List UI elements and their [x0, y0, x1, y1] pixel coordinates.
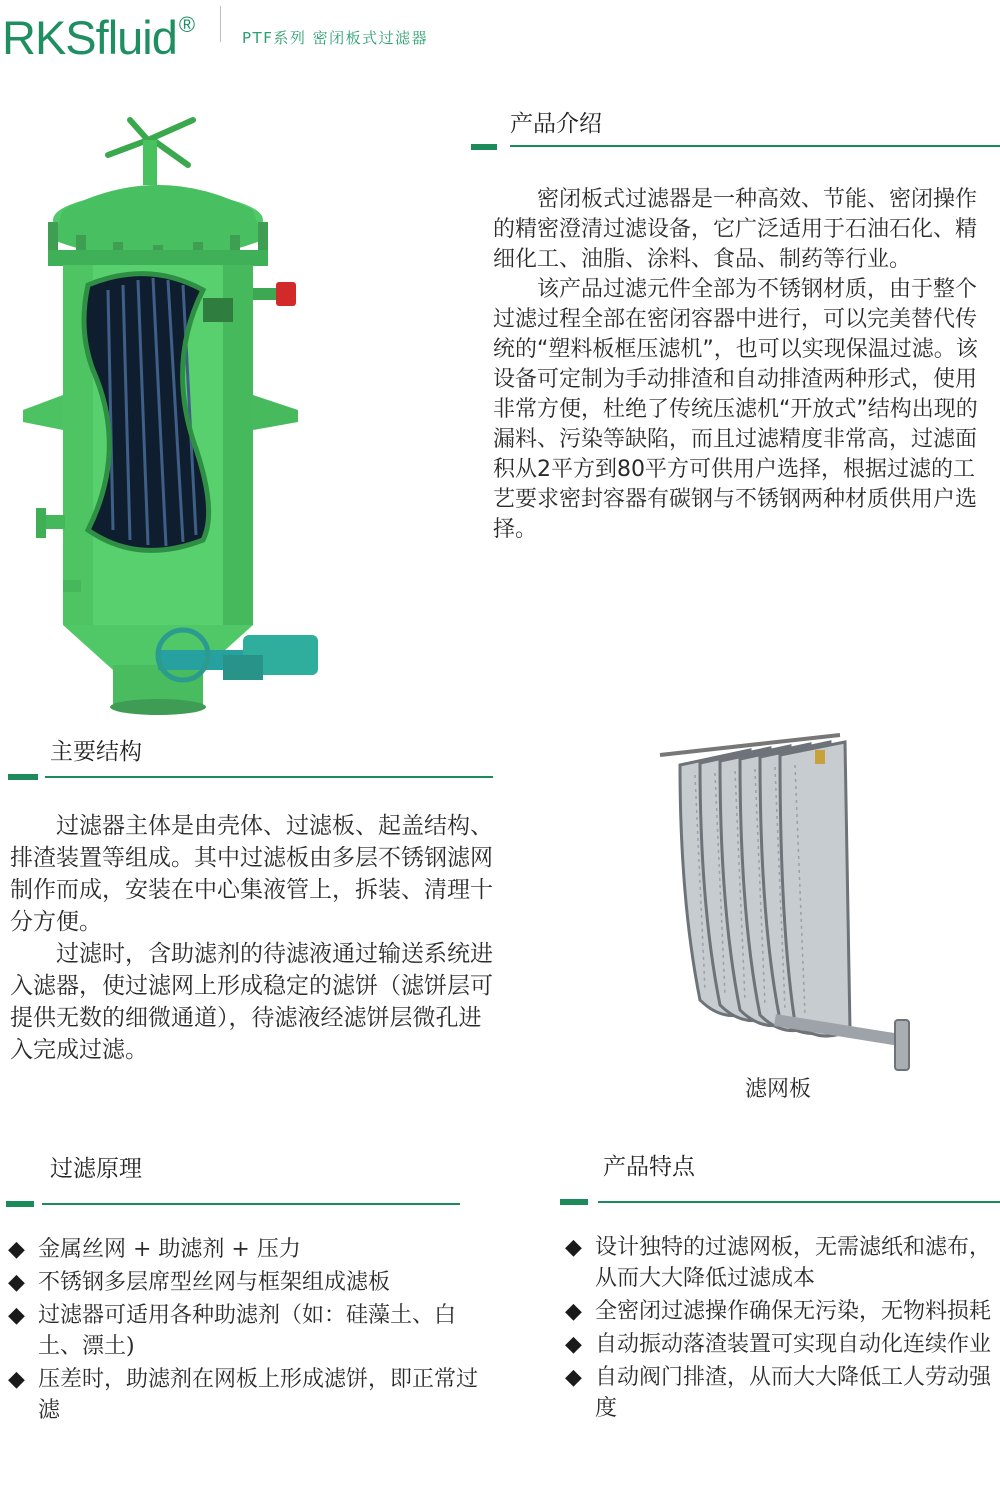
features-item-1: 设计独特的过滤网板，无需滤纸和滤布，从而大大降低过滤成本 — [595, 1235, 992, 1291]
list-item — [8, 1364, 478, 1426]
principle-list-wrap — [8, 1234, 478, 1428]
registered-mark: ® — [178, 12, 195, 37]
intro-body — [493, 185, 995, 545]
principle-item-3: 过滤器可适用各种助滤剂（如：硅藻土、白土、漂土) — [38, 1303, 457, 1359]
diamond-bullet-icon: ◆ — [565, 1332, 582, 1357]
features-item-4: 自动阀门排渣，从而大大降低工人劳动强度 — [595, 1365, 992, 1421]
diamond-bullet-icon: ◆ — [8, 1303, 25, 1328]
features-list — [565, 1232, 998, 1424]
structure-body — [10, 810, 495, 1066]
intro-tick — [471, 144, 497, 150]
principle-item-4: 压差时，助滤剂在网板上形成滤饼，即正常过滤 — [38, 1367, 479, 1423]
structure-tick — [8, 774, 38, 780]
principle-item-1: 金属丝网 + 助滤剂 + 压力 — [38, 1237, 301, 1262]
features-list-wrap — [565, 1232, 998, 1426]
diamond-bullet-icon: ◆ — [565, 1299, 582, 1324]
principle-list — [8, 1234, 478, 1426]
features-title: 产品特点 — [603, 1154, 695, 1180]
list-item — [565, 1232, 998, 1294]
diamond-bullet-icon: ◆ — [8, 1367, 25, 1392]
diamond-bullet-icon: ◆ — [8, 1270, 25, 1295]
intro-title: 产品介绍 — [510, 111, 602, 137]
features-rule — [598, 1201, 1000, 1203]
series-title: PTF系列 密闭板式过滤器 — [242, 29, 429, 47]
structure-title: 主要结构 — [50, 739, 142, 765]
header-divider — [220, 6, 221, 42]
plate-caption: 滤网板 — [745, 1077, 812, 1102]
intro-paragraph-2: 该产品过滤元件全部为不锈钢材质，由于整个过滤过程全部在密闭容器中进行，可以完美替代传统的“塑料板框压滤机”，也可以实现保温过滤。该设备可定制为手动排渣和自动排渣两种形式，使用非常方便，杜绝了传统压滤机“开放式”结构出现的漏料、污染等缺陷，而且过滤精度非常高，过滤面积从2平方到80平方可供用户选择，根据过滤的工艺要求密封容器有碳钢与不锈钢两种材质供用户选择。 — [493, 277, 978, 542]
list-item — [8, 1300, 478, 1362]
list-item — [565, 1296, 998, 1327]
diamond-bullet-icon: ◆ — [8, 1237, 25, 1262]
diamond-bullet-icon: ◆ — [565, 1235, 582, 1260]
principle-rule — [42, 1203, 460, 1205]
list-item — [565, 1329, 998, 1360]
brand-logo — [2, 0, 194, 63]
structure-paragraph-2: 过滤时，含助滤剂的待滤液通过输送系统进入滤器，使过滤网上形成稳定的滤饼（滤饼层可提供无数的细微通道），待滤液经滤饼层微孔进入完成过滤。 — [10, 941, 493, 1063]
structure-paragraph-1: 过滤器主体是由壳体、过滤板、起盖结构、排渣装置等组成。其中过滤板由多层不锈钢滤网制作而成，安装在中心集液管上，拆装、清理十分方便。 — [10, 813, 493, 935]
principle-title: 过滤原理 — [50, 1156, 142, 1182]
brand-name: RKSfluid — [2, 11, 177, 64]
features-item-2: 全密闭过滤操作确保无污染，无物料损耗 — [595, 1299, 992, 1324]
list-item — [8, 1234, 478, 1265]
features-tick — [560, 1199, 588, 1205]
structure-rule — [45, 776, 493, 778]
list-item — [8, 1267, 478, 1298]
features-item-3: 自动振动落渣装置可实现自动化连续作业 — [595, 1332, 992, 1357]
list-item — [565, 1362, 998, 1424]
diamond-bullet-icon: ◆ — [565, 1365, 582, 1390]
intro-rule — [510, 145, 1000, 147]
filter-vessel-illustration — [18, 110, 318, 730]
principle-tick — [6, 1201, 34, 1207]
principle-item-2: 不锈钢多层席型丝网与框架组成滤板 — [38, 1270, 391, 1295]
filter-plate-stack-illustration — [655, 730, 920, 1075]
intro-paragraph-1: 密闭板式过滤器是一种高效、节能、密闭操作的精密澄清过滤设备，它广泛适用于石油石化、精细化工、油脂、涂料、食品、制药等行业。 — [493, 187, 978, 272]
